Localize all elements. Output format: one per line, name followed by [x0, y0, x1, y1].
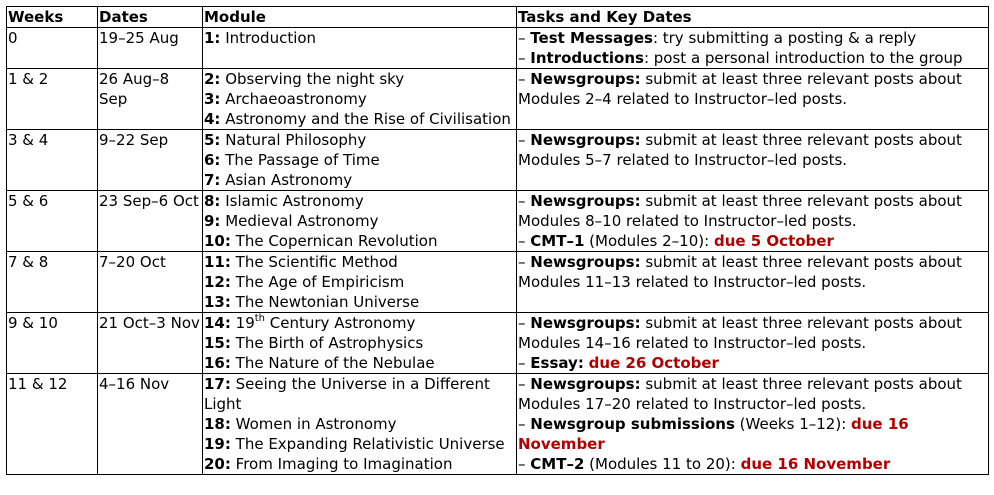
task-label: Test Messages — [530, 29, 653, 47]
task-text: – — [518, 232, 531, 250]
module-title-rest: Century Astronomy — [265, 314, 416, 332]
module-entry — [204, 170, 515, 190]
module-title: Women in Astronomy — [235, 415, 397, 433]
module-title-superscript: th — [254, 313, 266, 324]
module-title: Archaeoastronomy — [225, 90, 367, 108]
task-text: (Weeks 1–12): — [734, 415, 852, 433]
module-number: 6: — [204, 151, 221, 169]
cell-weeks: 5 & 6 — [7, 191, 98, 252]
task-text: submit at least three relevant posts about Modules 14–16 related to Instructor–led posts. — [518, 314, 962, 352]
module-entry — [204, 272, 515, 292]
task-text: submit at least three relevant posts about Modules 2–4 related to Instructor–led posts. — [518, 70, 962, 108]
task-text: : try submitting a posting & a reply — [652, 29, 917, 47]
cell-tasks — [517, 191, 989, 252]
module-number: 5: — [204, 131, 221, 149]
module-entry — [204, 313, 515, 333]
cell-modules — [203, 252, 517, 313]
task-entry — [518, 414, 987, 454]
task-text: – — [518, 253, 531, 271]
task-label: Newsgroups: — [530, 314, 641, 332]
module-title: Islamic Astronomy — [225, 192, 364, 210]
task-text: – — [518, 49, 531, 67]
module-entry — [204, 69, 515, 89]
module-number: 1: — [204, 29, 221, 47]
module-title: Medieval Astronomy — [225, 212, 379, 230]
module-number: 19: — [204, 435, 231, 453]
cell-dates: 19–25 Aug — [98, 28, 203, 69]
table-row — [7, 69, 989, 130]
module-entry — [204, 434, 515, 454]
module-title: The Scientific Method — [235, 253, 398, 271]
course-schedule-table — [6, 6, 989, 475]
header-row — [7, 7, 989, 28]
cell-modules — [203, 191, 517, 252]
due-date: due 26 October — [588, 354, 719, 372]
task-entry — [518, 191, 987, 231]
cell-modules — [203, 313, 517, 374]
cell-dates: 9–22 Sep — [98, 130, 203, 191]
cell-tasks — [517, 69, 989, 130]
module-number: 10: — [204, 232, 231, 250]
task-label: Newsgroups: — [530, 131, 641, 149]
due-date: due 5 October — [713, 232, 834, 250]
module-entry — [204, 89, 515, 109]
task-label: Newsgroups: — [530, 253, 641, 271]
module-title: The Age of Empiricism — [235, 273, 405, 291]
module-number: 8: — [204, 192, 221, 210]
module-entry — [204, 333, 515, 353]
task-entry — [518, 130, 987, 170]
module-title: From Imaging to Imagination — [235, 455, 453, 473]
cell-dates: 26 Aug–8 Sep — [98, 69, 203, 130]
module-number: 7: — [204, 171, 221, 189]
task-entry — [518, 48, 987, 68]
module-entry — [204, 292, 515, 312]
module-entry — [204, 454, 515, 474]
module-entry — [204, 130, 515, 150]
module-number: 11: — [204, 253, 231, 271]
task-entry — [518, 69, 987, 109]
module-title: Asian Astronomy — [225, 171, 353, 189]
task-text: submit at least three relevant posts about Modules 8–10 related to Instructor–led posts. — [518, 192, 962, 230]
cell-tasks — [517, 374, 989, 475]
task-entry — [518, 313, 987, 353]
table-row — [7, 313, 989, 374]
header-dates: Dates — [98, 7, 203, 28]
cell-tasks — [517, 252, 989, 313]
module-title: 19 — [235, 314, 255, 332]
module-entry — [204, 252, 515, 272]
module-number: 15: — [204, 334, 231, 352]
task-entry — [518, 454, 987, 474]
module-entry — [204, 374, 515, 414]
task-text: – — [518, 29, 531, 47]
cell-weeks: 11 & 12 — [7, 374, 98, 475]
task-text: submit at least three relevant posts about Modules 17–20 related to Instructor–led posts. — [518, 375, 962, 413]
module-entry — [204, 414, 515, 434]
task-entry — [518, 353, 987, 373]
module-title: Seeing the Universe in a Different Light — [204, 375, 490, 413]
module-title: The Birth of Astrophysics — [235, 334, 424, 352]
task-label: Newsgroups: — [530, 192, 641, 210]
module-number: 12: — [204, 273, 231, 291]
cell-weeks: 1 & 2 — [7, 69, 98, 130]
module-title: The Passage of Time — [225, 151, 380, 169]
table-row — [7, 252, 989, 313]
module-number: 18: — [204, 415, 231, 433]
task-text: – — [518, 192, 531, 210]
task-entry — [518, 28, 987, 48]
schedule-body — [7, 28, 989, 475]
module-entry — [204, 353, 515, 373]
module-number: 17: — [204, 375, 231, 393]
header-module: Module — [203, 7, 517, 28]
cell-modules — [203, 130, 517, 191]
table-row — [7, 28, 989, 69]
task-text: – — [518, 131, 531, 149]
task-text: – — [518, 354, 531, 372]
task-entry — [518, 374, 987, 414]
task-text: submit at least three relevant posts about Modules 5–7 related to Instructor–led posts. — [518, 131, 962, 169]
table-row — [7, 191, 989, 252]
task-label: Essay: — [530, 354, 584, 372]
module-title: Astronomy and the Rise of Civilisation — [225, 110, 511, 128]
task-text: – — [518, 415, 531, 433]
task-text: : post a personal introduction to the group — [643, 49, 963, 67]
module-entry — [204, 28, 515, 48]
cell-weeks: 7 & 8 — [7, 252, 98, 313]
task-text: (Modules 2–10): — [584, 232, 714, 250]
table-row — [7, 130, 989, 191]
cell-dates: 7–20 Oct — [98, 252, 203, 313]
module-number: 9: — [204, 212, 221, 230]
module-title: Introduction — [225, 29, 317, 47]
task-label: CMT–1 — [530, 232, 585, 250]
module-entry — [204, 150, 515, 170]
cell-modules — [203, 69, 517, 130]
task-text: – — [518, 314, 531, 332]
cell-weeks: 3 & 4 — [7, 130, 98, 191]
module-entry — [204, 191, 515, 211]
module-entry — [204, 211, 515, 231]
header-tasks: Tasks and Key Dates — [517, 7, 989, 28]
task-text: – — [518, 455, 531, 473]
header-weeks: Weeks — [7, 7, 98, 28]
cell-tasks — [517, 313, 989, 374]
task-text: (Modules 11 to 20): — [584, 455, 741, 473]
cell-weeks: 9 & 10 — [7, 313, 98, 374]
module-title: The Expanding Relativistic Universe — [235, 435, 505, 453]
module-number: 3: — [204, 90, 221, 108]
cell-dates: 21 Oct–3 Nov — [98, 313, 203, 374]
module-number: 13: — [204, 293, 231, 311]
cell-modules — [203, 28, 517, 69]
module-number: 2: — [204, 70, 221, 88]
due-date: due 16 November — [740, 455, 891, 473]
module-title: Natural Philosophy — [225, 131, 367, 149]
cell-tasks — [517, 130, 989, 191]
task-text: submit at least three relevant posts about Modules 11–13 related to Instructor–led posts. — [518, 253, 962, 291]
cell-modules — [203, 374, 517, 475]
task-label: Newsgroup submissions — [530, 415, 735, 433]
task-text: – — [518, 375, 531, 393]
cell-dates: 23 Sep–6 Oct — [98, 191, 203, 252]
cell-dates: 4–16 Nov — [98, 374, 203, 475]
task-entry — [518, 252, 987, 292]
module-entry — [204, 109, 515, 129]
module-number: 16: — [204, 354, 231, 372]
module-number: 20: — [204, 455, 231, 473]
task-label: Newsgroups: — [530, 70, 641, 88]
cell-tasks — [517, 28, 989, 69]
task-text: – — [518, 70, 531, 88]
module-title: Observing the night sky — [225, 70, 405, 88]
module-title: The Copernican Revolution — [235, 232, 438, 250]
task-label: Newsgroups: — [530, 375, 641, 393]
task-label: Introductions — [530, 49, 644, 67]
table-row — [7, 374, 989, 475]
module-number: 14: — [204, 314, 231, 332]
task-label: CMT–2 — [530, 455, 585, 473]
due-date: due 16 November — [518, 415, 909, 453]
module-title: The Nature of the Nebulae — [235, 354, 435, 372]
module-entry — [204, 231, 515, 251]
task-entry — [518, 231, 987, 251]
cell-weeks: 0 — [7, 28, 98, 69]
module-title: The Newtonian Universe — [235, 293, 420, 311]
module-number: 4: — [204, 110, 221, 128]
